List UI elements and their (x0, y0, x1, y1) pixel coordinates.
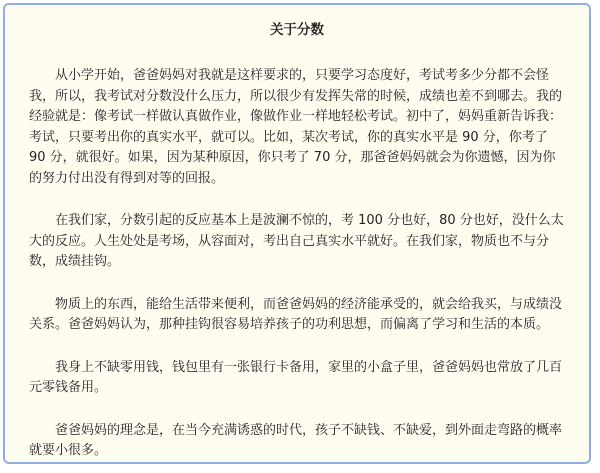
article-paragraph-5: 爸爸妈妈的理念是，在当今充满诱惑的时代，孩子不缺钱、不缺爱，到外面走弯路的概率就要小很多。 (29, 422, 563, 458)
article-title: 关于分数 (270, 22, 324, 38)
article-paragraph-1: 从小学开始，爸爸妈妈对我就是这样要求的，只要学习态度好，考试考多少分都不会怪我，所以，我考试对分数没什么压力，所以很少有发挥失常的时候，成绩也差不到哪去。我的经验就是：像考试一样做认真做作业，像做作业一样地轻松考试。初中了，妈妈重新告诉我：考试，只要考出你的真实水平，就可以。比如，某次考试，你的真实水平是 90 分，你考了 90 分，就很好。如果，因为某种原因，你只考了 70 分，那爸爸妈妈就会为你遗憾，因为你的努力付出没有得到对等的回报。 (29, 68, 563, 186)
article-paragraph-3: 物质上的东西，能给生活带来便利，而爸爸妈妈的经济能承受的，就会给我买，与成绩没关系。爸爸妈妈认为，那种挂钩很容易培养孩子的功利思想，而偏离了学习和生活的本质。 (29, 296, 563, 332)
article-paragraph-2: 在我们家，分数引起的反应基本上是波澜不惊的，考 100 分也好，80 分也好，没什么太大的反应。人生处处是考场，从容面对，考出自己真实水平就好。在我们家，物质也不与分数，成绩挂钩。 (29, 213, 564, 269)
article-card (3, 3, 591, 464)
article-paragraph-4: 我身上不缺零用钱，钱包里有一张银行卡备用，家里的小盒子里，爸爸妈妈也常放了几百元零钱备用。 (29, 359, 563, 395)
